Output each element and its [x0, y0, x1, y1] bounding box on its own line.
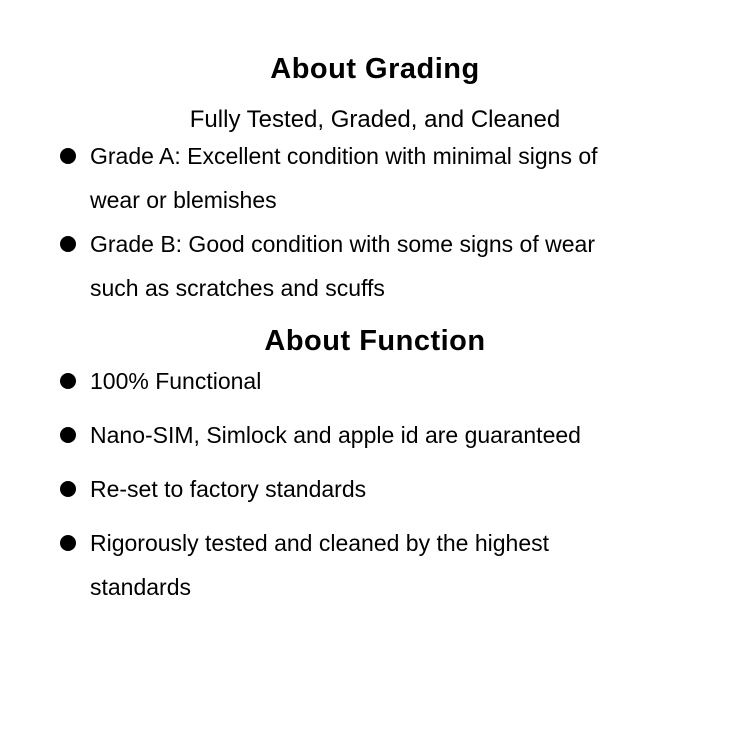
function-list	[0, 359, 750, 609]
bullet-icon	[60, 373, 76, 389]
list-item-text: standards	[90, 574, 192, 600]
list-item-factory-reset	[60, 467, 710, 511]
grading-list	[0, 134, 750, 310]
bullet-icon	[60, 427, 76, 443]
list-item-text: Nano-SIM, Simlock and apple id are guaranteed	[90, 422, 581, 448]
list-item-text: Grade A: Excellent condition with minimal signs of	[90, 143, 598, 169]
list-item-grade-b	[60, 222, 710, 310]
list-item-tested-cleaned	[60, 521, 710, 609]
list-item-text: 100% Functional	[90, 368, 262, 394]
list-item-text: Grade B: Good condition with some signs of wear	[90, 231, 595, 257]
list-item-grade-a	[60, 134, 710, 222]
bullet-icon	[60, 236, 76, 252]
bullet-icon	[60, 148, 76, 164]
list-item-text: Re-set to factory standards	[90, 476, 367, 502]
list-item-text: wear or blemishes	[90, 187, 277, 213]
grading-subtitle: Fully Tested, Graded, and Cleaned	[189, 106, 561, 133]
list-item-text: Rigorously tested and cleaned by the highest	[90, 530, 550, 556]
list-item-text: such as scratches and scuffs	[90, 275, 385, 301]
list-item-sim-guarantee	[60, 413, 710, 457]
about-grading-heading: About Grading	[270, 53, 480, 85]
list-item-functional	[60, 359, 710, 403]
bullet-icon	[60, 535, 76, 551]
about-function-heading: About Function	[264, 325, 486, 357]
bullet-icon	[60, 481, 76, 497]
